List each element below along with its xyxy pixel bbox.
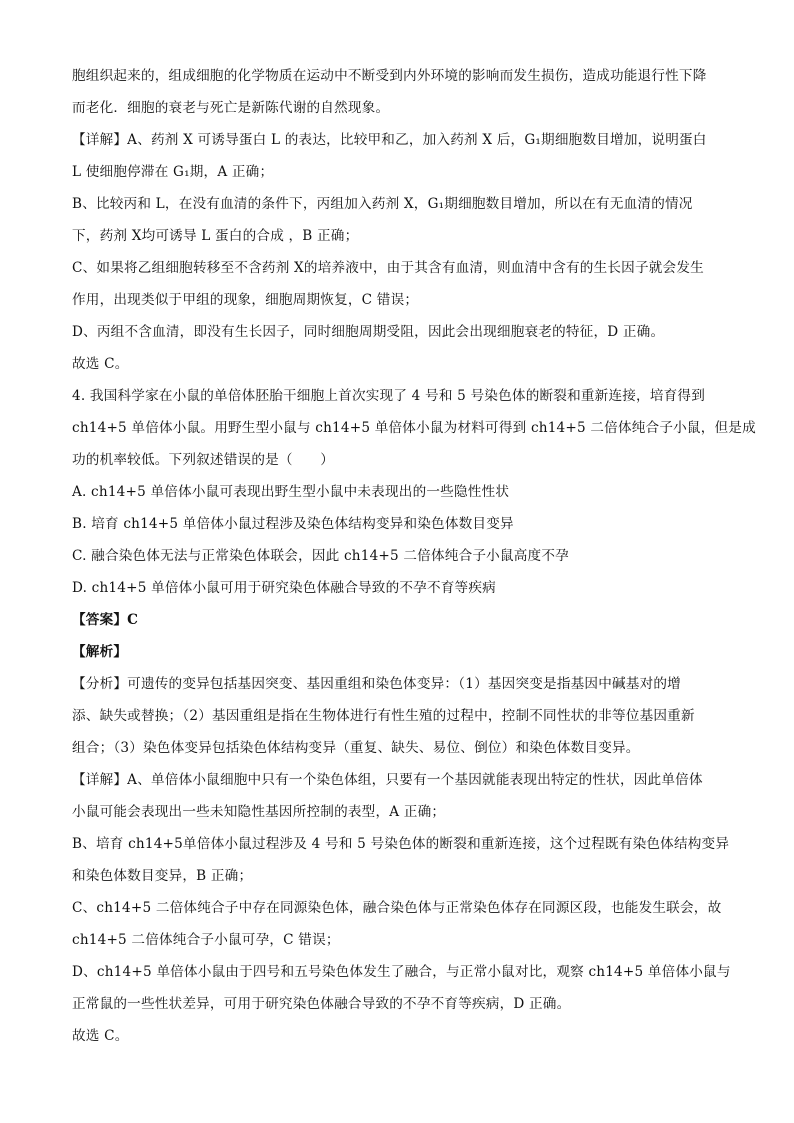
answer-label: 【答案】C: [72, 612, 139, 628]
text-line: 故选 C。: [72, 356, 129, 372]
text-line: 小鼠可能会表现出一些未知隐性基因所控制的表型，A 正确；: [72, 804, 446, 820]
text-line: C、ch14+5 二倍体纯合子中存在同源染色体，融合染色体与正常染色体存在同源区段，也能发生联会，故: [72, 900, 722, 916]
text-line: 【分析】可遗传的变异包括基因突变、基因重组和染色体变异：（1）基因突变是指基因中碱基对的增: [72, 676, 681, 692]
text-line: 【详解】A、单倍体小鼠细胞中只有一个染色体组，只要有一个基因就能表现出特定的性状，因此单倍体: [72, 772, 703, 788]
text-line: B、培育 ch14+5单倍体小鼠过程涉及 4 号和 5 号染色体的断裂和重新连接，这个过程既有染色体结构变异: [72, 836, 730, 852]
text-line: 正常鼠的一些性状差异，可用于研究染色体融合导致的不孕不育等疾病，D 正确。: [72, 996, 571, 1012]
option-c: C. 融合染色体无法与正常染色体联会，因此 ch14+5 二倍体纯合子小鼠高度不孕: [72, 548, 569, 564]
question-line: 4. 我国科学家在小鼠的单倍体胚胎干细胞上首次实现了 4 号和 5 号染色体的断裂和重新连接，培育得到: [72, 388, 706, 404]
text-line: 下，药剂 X均可诱导 L 蛋白的合成 ，B 正确；: [72, 228, 359, 244]
text-line: C、如果将乙组细胞转移至不含药剂 X的培养液中，由于其含有血清，则血清中含有的生长因子就会发生: [72, 260, 704, 276]
text-line: B、比较丙和 L，在没有血清的条件下，丙组加入药剂 X，G₁期细胞数目增加，所以在有无血清的情况: [72, 196, 693, 212]
analysis-heading: 【解析】: [72, 644, 128, 660]
text-line: 组合；（3）染色体变异包括染色体结构变异（重复、缺失、易位、倒位）和染色体数目变异。: [72, 740, 640, 756]
text-line: 添、缺失或替换；（2）基因重组是指在生物体进行有性生殖的过程中，控制不同性状的非等位基因重新: [72, 708, 695, 724]
text-line: 作用，出现类似于甲组的现象，细胞周期恢复，C 错误；: [72, 292, 419, 308]
text-line: 和染色体数目变异，B 正确；: [72, 868, 253, 884]
text-line: 胞组织起来的，组成细胞的化学物质在运动中不断受到内外环境的影响而发生损伤，造成功能退行性下降: [72, 68, 707, 84]
text-line: D、ch14+5 单倍体小鼠由于四号和五号染色体发生了融合，与正常小鼠对比，观察 ch14+5 单倍体小鼠与: [72, 964, 731, 980]
text-line: D、丙组不含血清，即没有生长因子，同时细胞周期受阻，因此会出现细胞衰老的特征，D 正确。: [72, 324, 665, 340]
text-line: 【详解】A、药剂 X 可诱导蛋白 L 的表达，比较甲和乙，加入药剂 X 后，G₁期细胞数目增加，说明蛋白: [72, 132, 707, 148]
option-b: B. 培育 ch14+5 单倍体小鼠过程涉及染色体结构变异和染色体数目变异: [72, 516, 514, 532]
option-a: A. ch14+5 单倍体小鼠可表现出野生型小鼠中未表现出的一些隐性性状: [72, 484, 510, 500]
option-d: D. ch14+5 单倍体小鼠可用于研究染色体融合导致的不孕不育等疾病: [72, 580, 496, 596]
text-line: 故选 C。: [72, 1028, 129, 1044]
question-line: 功的机率较低。下列叙述错误的是（ ）: [72, 452, 335, 468]
text-line: 而老化．细胞的衰老与死亡是新陈代谢的自然现象。: [72, 100, 390, 116]
text-line: L 使细胞停滞在 G₁期，A 正确；: [72, 164, 274, 180]
text-line: ch14+5 二倍体纯合子小鼠可孕，C 错误；: [72, 932, 340, 948]
question-line: ch14+5 单倍体小鼠。用野生型小鼠与 ch14+5 单倍体小鼠为材料可得到 ch14+5 二倍体纯合子小鼠，但是成: [72, 420, 756, 436]
